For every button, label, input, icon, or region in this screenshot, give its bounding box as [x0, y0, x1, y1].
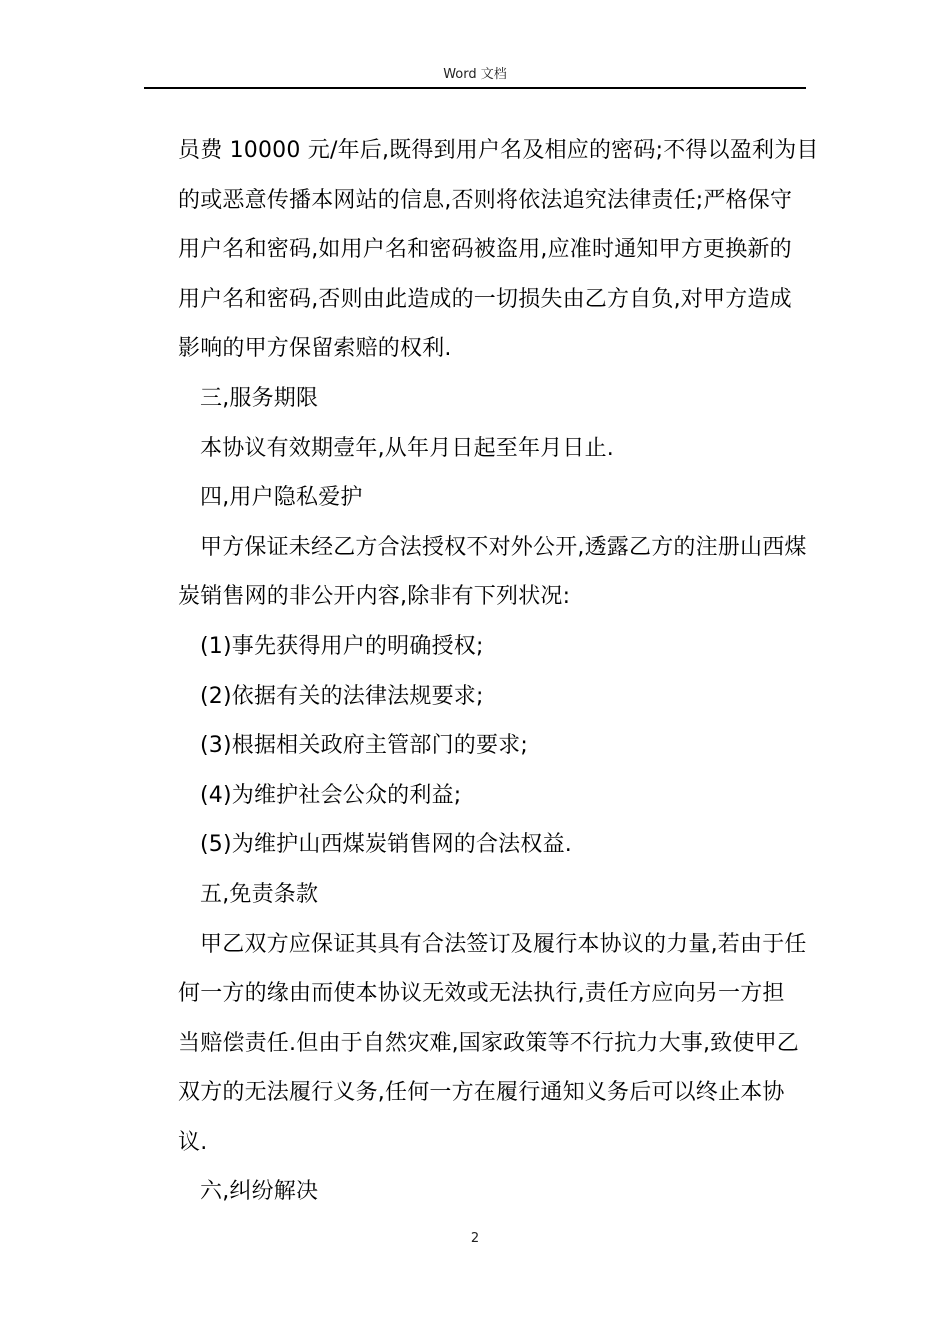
text-line: 炭销售网的非公开内容,除非有下列状况: — [178, 584, 571, 610]
text-line: 影响的甲方保留索赔的权利. — [178, 336, 452, 362]
text-line: (5)为维护山西煤炭销售网的合法权益. — [200, 832, 572, 858]
header-divider — [144, 87, 806, 89]
text-line: 六,纠纷解决 — [200, 1179, 319, 1205]
text-line: 用户名和密码,如用户名和密码被盗用,应准时通知甲方更换新的 — [178, 237, 792, 263]
text-line: 本协议有效期壹年,从年月日起至年月日止. — [200, 435, 614, 461]
text-line: 员费 10000 元/年后,既得到用户名及相应的密码;不得以盈利为目 — [178, 138, 819, 163]
text-line: 双方的无法履行义务,任何一方在履行通知义务后可以终止本协 — [178, 1080, 785, 1106]
text-line: 的或恶意传播本网站的信息,否则将依法追究法律责任;严格保守 — [178, 187, 793, 213]
text-line: (2)依据有关的法律法规要求; — [200, 683, 484, 709]
text-line: 议. — [178, 1129, 208, 1155]
text-line: 四,用户隐私爱护 — [200, 485, 363, 511]
text-line: 五,免责条款 — [200, 881, 319, 907]
page-number: 2 — [470, 1231, 480, 1246]
text-line: 甲乙双方应保证其具有合法签订及履行本协议的力量,若由于任 — [200, 931, 807, 957]
text-line: 甲方保证未经乙方合法授权不对外公开,透露乙方的注册山西煤 — [200, 534, 807, 560]
document-body — [178, 126, 819, 1217]
page-header: Word 文档 — [443, 67, 507, 82]
text-line: 何一方的缘由而使本协议无效或无法执行,责任方应向另一方担 — [178, 981, 785, 1007]
text-line: (1)事先获得用户的明确授权; — [200, 633, 484, 659]
text-line: 三,服务期限 — [200, 385, 319, 411]
text-line: 当赔偿责任.但由于自然灾难,国家政策等不行抗力大事,致使甲乙 — [178, 1030, 799, 1056]
text-line: 用户名和密码,否则由此造成的一切损失由乙方自负,对甲方造成 — [178, 286, 792, 312]
text-line: (4)为维护社会公众的利益; — [200, 782, 462, 808]
text-line: (3)根据相关政府主管部门的要求; — [200, 733, 528, 759]
